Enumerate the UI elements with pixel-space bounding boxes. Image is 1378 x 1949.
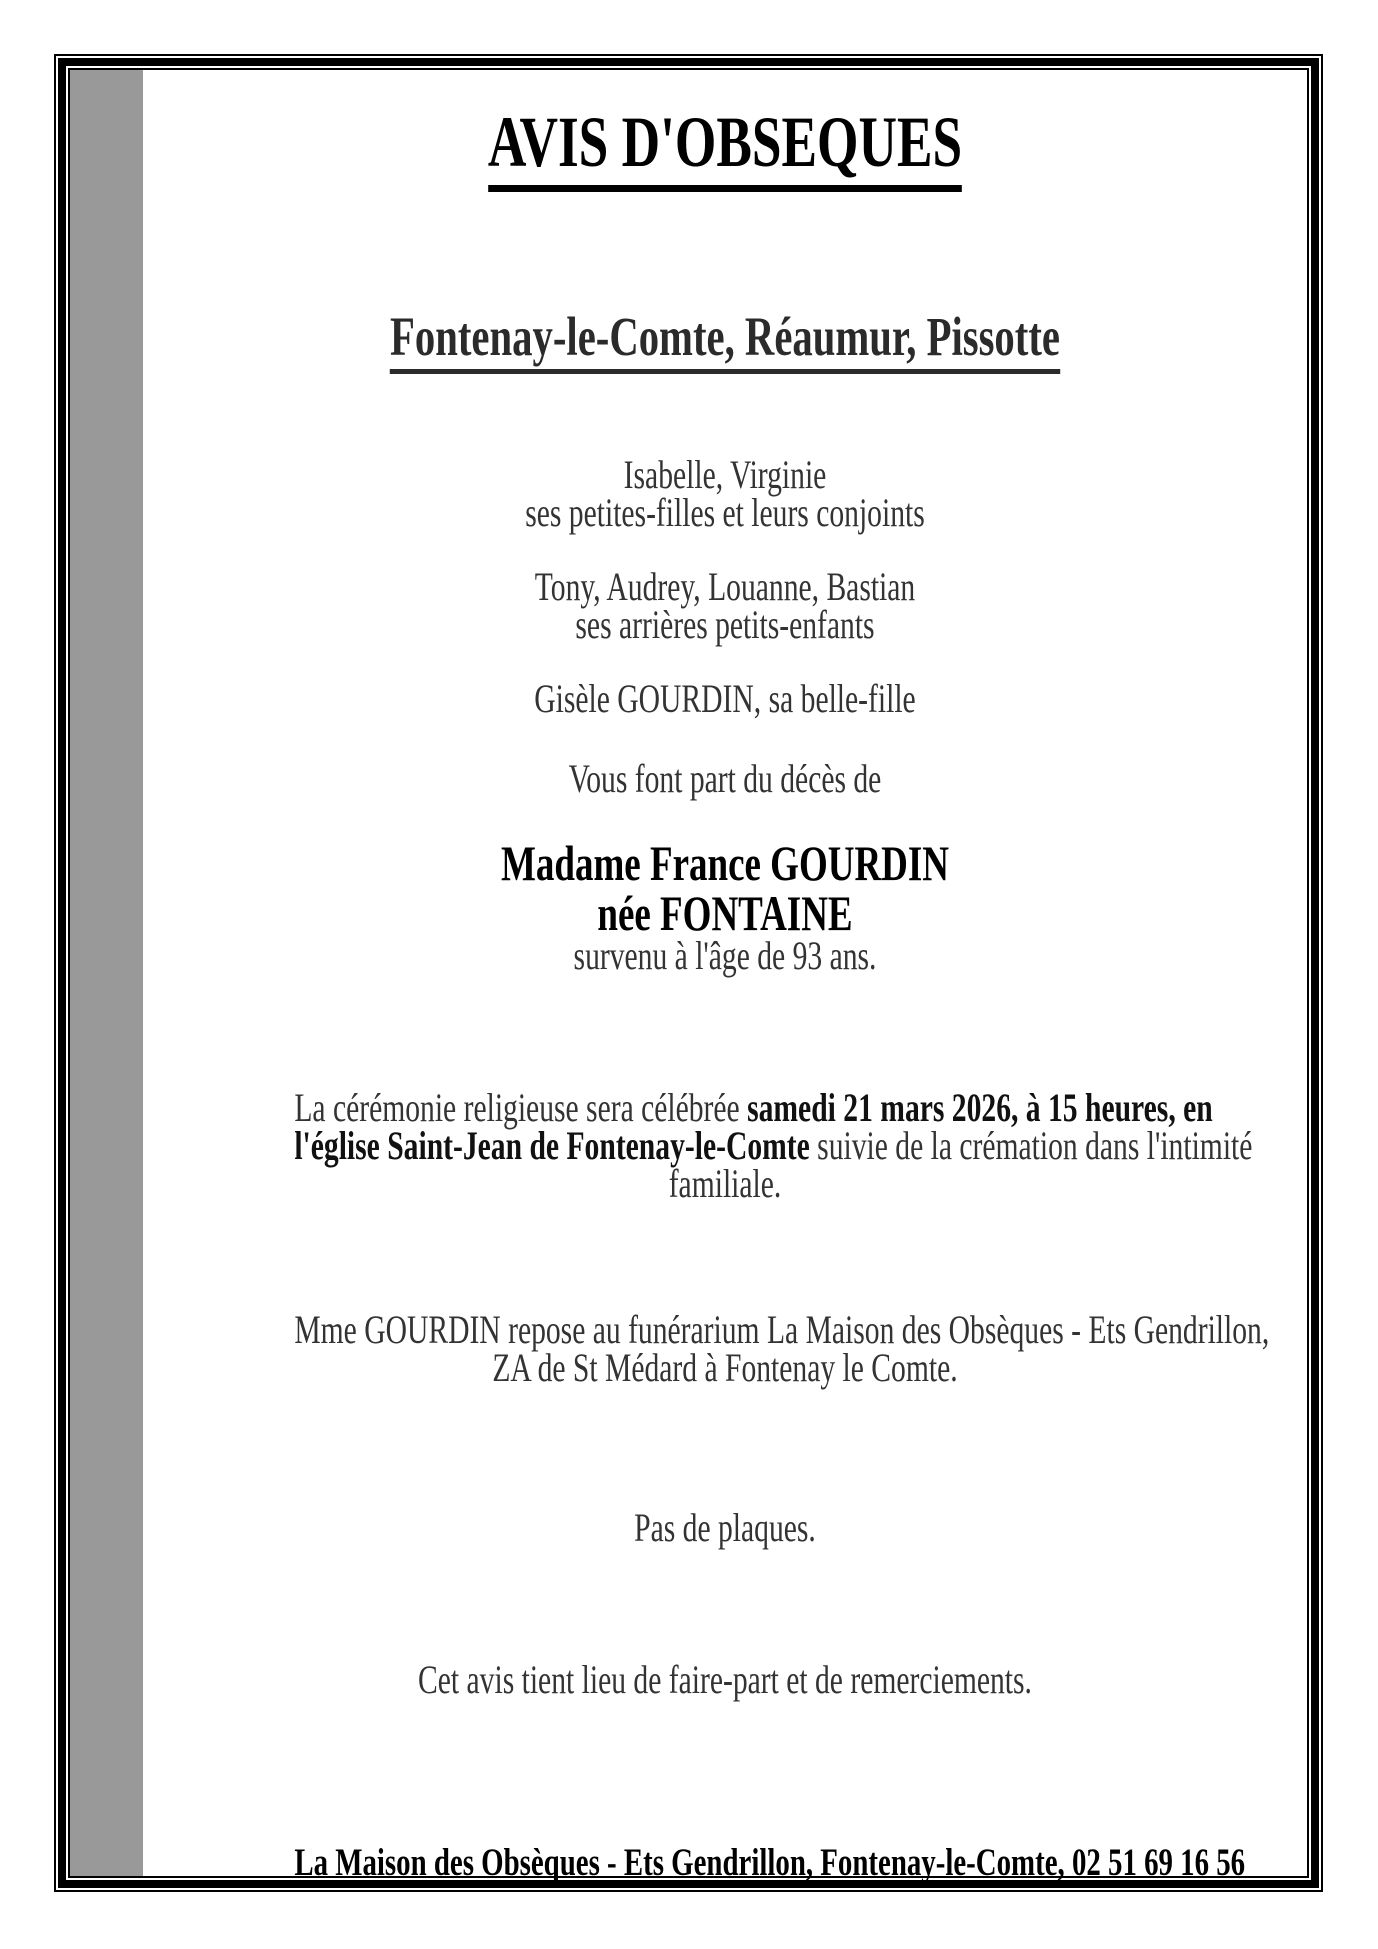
ceremony-line-3: familiale. <box>668 1161 782 1206</box>
family-line-granddaughters-label: ses petites-filles et leurs conjoints <box>525 490 925 535</box>
family-line-greatgrandchildren-label: ses arrières petits-enfants <box>575 602 875 647</box>
communes-subtitle <box>143 306 1307 367</box>
family-line-granddaughters-names: Isabelle, Virginie <box>623 452 827 497</box>
announcement-intro-line: Vous font part du décès de <box>568 756 882 801</box>
ceremony-line-1: La cérémonie religieuse sera célébrée samedi 21 mars 2026, à 15 heures, en <box>294 1085 1213 1130</box>
faire-part-notice-line: Cet avis tient lieu de faire-part et de remerciements. <box>418 1657 1032 1702</box>
repose-line-1: Mme GOURDIN repose au funérarium La Maison des Obsèques - Ets Gendrillon, <box>294 1307 1270 1352</box>
no-plaques-line: Pas de plaques. <box>634 1505 816 1550</box>
funeral-home-footer: La Maison des Obsèques - Ets Gendrillon, Fontenay-le-Comte, 02 51 69 16 56 <box>294 1841 1246 1884</box>
deceased-name-line2: née FONTAINE <box>597 885 853 941</box>
notice-title-text: AVIS D'OBSEQUES <box>488 102 962 192</box>
communes-subtitle-text: Fontenay-le-Comte, Réaumur, Pissotte <box>390 306 1060 374</box>
ceremony-line-2: l'église Saint-Jean de Fontenay-le-Comte suivie de la crémation dans l'intimité <box>294 1123 1253 1168</box>
repose-paragraph <box>143 1307 1307 1390</box>
repose-line-2: ZA de St Médard à Fontenay le Comte. <box>492 1345 958 1390</box>
family-line-greatgrandchildren-names: Tony, Audrey, Louanne, Bastian <box>534 564 916 609</box>
deceased-age-line: survenu à l'âge de 93 ans. <box>573 933 877 978</box>
left-gray-bar <box>70 70 143 1876</box>
ceremony-paragraph <box>143 1085 1307 1206</box>
family-line-daughter-in-law: Gisèle GOURDIN, sa belle-fille <box>534 676 916 721</box>
notice-title <box>143 102 1307 182</box>
deceased-name-line1: Madame France GOURDIN <box>500 835 950 891</box>
